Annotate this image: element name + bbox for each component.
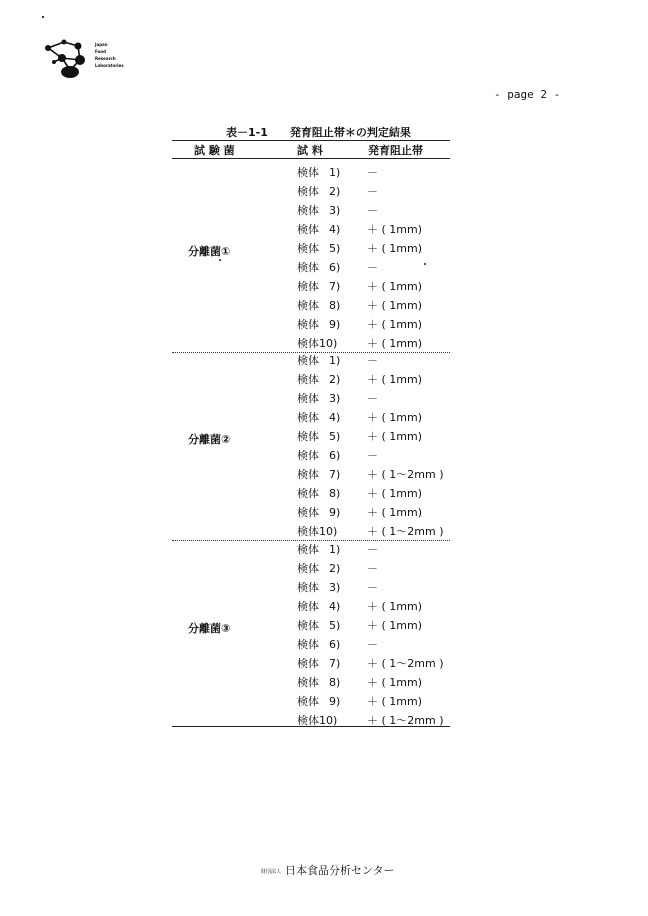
sample-number: 1) xyxy=(329,166,341,179)
sample-label: 検体 xyxy=(297,299,319,312)
footer-organization xyxy=(261,862,395,878)
zone-result-cell: － xyxy=(367,185,378,198)
sample-label: 検体 xyxy=(297,581,319,594)
zone-result-cell: ＋ ( 1mm) xyxy=(367,600,423,613)
sample-number: 6) xyxy=(329,638,341,651)
sample-cell xyxy=(297,466,340,482)
header-sample: 試 料 xyxy=(297,144,323,157)
zone-result-cell: ＋ ( 1mm) xyxy=(367,242,423,255)
table-row xyxy=(0,652,648,671)
sample-number: 10) xyxy=(319,525,338,538)
table-row xyxy=(0,349,648,368)
sample-label: 検体 xyxy=(297,600,319,613)
zone-result-cell: ＋ ( 1mm) xyxy=(367,430,423,443)
sample-cell xyxy=(297,485,340,501)
sample-cell xyxy=(297,409,340,425)
table-number: 表－1-1 xyxy=(226,126,268,139)
zone-result-cell: ＋ ( 1mm) xyxy=(367,506,423,519)
sample-label: 検体 xyxy=(297,676,319,689)
group-name: 分離菌③ xyxy=(188,621,231,635)
table-bottom-rule xyxy=(172,726,450,727)
sample-cell xyxy=(297,523,337,539)
sample-number: 1) xyxy=(329,354,341,367)
table-row xyxy=(0,501,648,520)
table-row xyxy=(0,294,648,313)
page-number: - page 2 - xyxy=(494,88,561,101)
table-row xyxy=(0,538,648,557)
scan-dot xyxy=(42,16,44,18)
sample-number: 2) xyxy=(329,562,341,575)
sample-number: 4) xyxy=(329,600,341,613)
logo-line: Japan xyxy=(95,42,108,47)
zone-result-cell: ＋ ( 1mm) xyxy=(367,337,423,350)
zone-result-cell: ＋ ( 1mm) xyxy=(367,299,423,312)
sample-label: 検体 xyxy=(297,449,319,462)
table-row xyxy=(0,425,648,444)
sample-label: 検体 xyxy=(297,411,319,424)
sample-cell xyxy=(297,240,340,256)
zone-result-cell: ＋ ( 1mm) xyxy=(367,411,423,424)
sample-number: 4) xyxy=(329,411,341,424)
sample-cell xyxy=(297,259,340,275)
table-row xyxy=(0,275,648,294)
header-zone: 発育阻止帯 xyxy=(368,144,423,157)
sample-label: 検体 xyxy=(297,166,319,179)
zone-result-cell: － xyxy=(367,581,378,594)
table-row xyxy=(0,671,648,690)
logo-line: Laboratories xyxy=(95,63,124,68)
sample-label: 検体 xyxy=(297,337,319,350)
zone-result-cell: ＋ ( 1～2mm ) xyxy=(367,468,444,481)
table-row xyxy=(0,557,648,576)
zone-result-cell: ＋ ( 1～2mm ) xyxy=(367,714,444,727)
table-row xyxy=(0,614,648,633)
sample-number: 10) xyxy=(319,714,338,727)
sample-number: 6) xyxy=(329,261,341,274)
zone-result-cell: － xyxy=(367,261,378,274)
sample-cell xyxy=(297,560,340,576)
zone-result-cell: ＋ ( 1～2mm ) xyxy=(367,657,444,670)
sample-label: 検体 xyxy=(297,185,319,198)
zone-result-cell: － xyxy=(367,562,378,575)
table-row xyxy=(0,313,648,332)
sample-number: 7) xyxy=(329,468,341,481)
sample-label: 検体 xyxy=(297,261,319,274)
zone-result-cell: － xyxy=(367,392,378,405)
scan-speck xyxy=(219,259,221,261)
logo-line: Food xyxy=(95,49,106,54)
sample-cell xyxy=(297,655,340,671)
sample-cell xyxy=(297,221,340,237)
sample-cell xyxy=(297,278,340,294)
zone-result-cell: ＋ ( 1mm) xyxy=(367,619,423,632)
table-top-rule xyxy=(172,140,450,141)
sample-label: 検体 xyxy=(297,318,319,331)
zone-result-cell: ＋ ( 1mm) xyxy=(367,676,423,689)
table-row xyxy=(0,463,648,482)
zone-result-cell: ＋ ( 1mm) xyxy=(367,223,423,236)
sample-label: 検体 xyxy=(297,392,319,405)
sample-cell xyxy=(297,390,340,406)
sample-label: 検体 xyxy=(297,468,319,481)
sample-cell xyxy=(297,447,340,463)
table-row xyxy=(0,576,648,595)
table-row xyxy=(0,595,648,614)
sample-number: 8) xyxy=(329,299,341,312)
sample-number: 3) xyxy=(329,392,341,405)
sample-number: 7) xyxy=(329,280,341,293)
sample-label: 検体 xyxy=(297,525,319,538)
sample-label: 検体 xyxy=(297,695,319,708)
sample-label: 検体 xyxy=(297,714,319,727)
sample-number: 7) xyxy=(329,657,341,670)
sample-number: 2) xyxy=(329,373,341,386)
sample-label: 検体 xyxy=(297,619,319,632)
sample-number: 10) xyxy=(319,337,338,350)
sample-cell xyxy=(297,693,340,709)
zone-result-cell: － xyxy=(367,638,378,651)
zone-result-cell: － xyxy=(367,543,378,556)
sample-cell xyxy=(297,297,340,313)
zone-result-cell: ＋ ( 1mm) xyxy=(367,487,423,500)
sample-label: 検体 xyxy=(297,543,319,556)
table-title: 発育阻止帯＊の判定結果 xyxy=(289,126,411,139)
zone-result-cell: － xyxy=(367,204,378,217)
sample-label: 検体 xyxy=(297,506,319,519)
table-caption xyxy=(226,124,411,140)
sample-number: 3) xyxy=(329,581,341,594)
zone-result-cell: ＋ ( 1mm) xyxy=(367,695,423,708)
table-row xyxy=(0,161,648,180)
table-row xyxy=(0,690,648,709)
sample-label: 検体 xyxy=(297,354,319,367)
table-row xyxy=(0,368,648,387)
table-row xyxy=(0,406,648,425)
zone-result-cell: － xyxy=(367,449,378,462)
table-row xyxy=(0,237,648,256)
zone-result-cell: ＋ ( 1mm) xyxy=(367,373,423,386)
header-bacteria: 試 験 菌 xyxy=(194,144,235,157)
sample-label: 検体 xyxy=(297,487,319,500)
sample-cell xyxy=(297,674,340,690)
sample-label: 検体 xyxy=(297,204,319,217)
sample-cell xyxy=(297,541,340,557)
table-row xyxy=(0,444,648,463)
sample-cell xyxy=(297,352,340,368)
table-row xyxy=(0,387,648,406)
zone-result-cell: ＋ ( 1～2mm ) xyxy=(367,525,444,538)
sample-label: 検体 xyxy=(297,242,319,255)
sample-number: 8) xyxy=(329,487,341,500)
footer-prefix: 財団法人 xyxy=(261,868,282,875)
sample-cell xyxy=(297,504,340,520)
sample-cell xyxy=(297,371,340,387)
table-row xyxy=(0,180,648,199)
zone-result-cell: ＋ ( 1mm) xyxy=(367,280,423,293)
sample-label: 検体 xyxy=(297,223,319,236)
logo-text xyxy=(95,41,124,69)
table-row xyxy=(0,218,648,237)
table-row xyxy=(0,633,648,652)
zone-result-cell: ＋ ( 1mm) xyxy=(367,318,423,331)
table-row xyxy=(0,199,648,218)
group-name: 分離菌① xyxy=(188,244,231,258)
sample-number: 1) xyxy=(329,543,341,556)
sample-cell xyxy=(297,316,340,332)
header-rule xyxy=(172,158,450,159)
table-row xyxy=(0,482,648,501)
sample-cell xyxy=(297,598,340,614)
sample-label: 検体 xyxy=(297,373,319,386)
group-name: 分離菌② xyxy=(188,432,231,446)
sample-label: 検体 xyxy=(297,280,319,293)
sample-cell xyxy=(297,428,340,444)
sample-cell xyxy=(297,617,340,633)
sample-cell xyxy=(297,183,340,199)
table-row xyxy=(0,256,648,275)
sample-number: 4) xyxy=(329,223,341,236)
zone-result-cell: － xyxy=(367,354,378,367)
zone-result-cell: － xyxy=(367,166,378,179)
table-row xyxy=(0,520,648,539)
sample-cell xyxy=(297,164,340,180)
sample-number: 6) xyxy=(329,449,341,462)
sample-number: 9) xyxy=(329,318,341,331)
sample-label: 検体 xyxy=(297,657,319,670)
sample-number: 3) xyxy=(329,204,341,217)
scan-speck xyxy=(424,263,426,265)
sample-number: 9) xyxy=(329,506,341,519)
sample-number: 2) xyxy=(329,185,341,198)
sample-label: 検体 xyxy=(297,562,319,575)
sample-cell xyxy=(297,202,340,218)
sample-number: 8) xyxy=(329,676,341,689)
sample-number: 5) xyxy=(329,619,341,632)
sample-label: 検体 xyxy=(297,430,319,443)
sample-number: 5) xyxy=(329,242,341,255)
sample-number: 5) xyxy=(329,430,341,443)
sample-number: 9) xyxy=(329,695,341,708)
sample-cell xyxy=(297,636,340,652)
sample-label: 検体 xyxy=(297,638,319,651)
sample-cell xyxy=(297,579,340,595)
footer-org-name: 日本食品分析センター xyxy=(285,864,395,877)
logo-line: Research xyxy=(95,56,116,61)
